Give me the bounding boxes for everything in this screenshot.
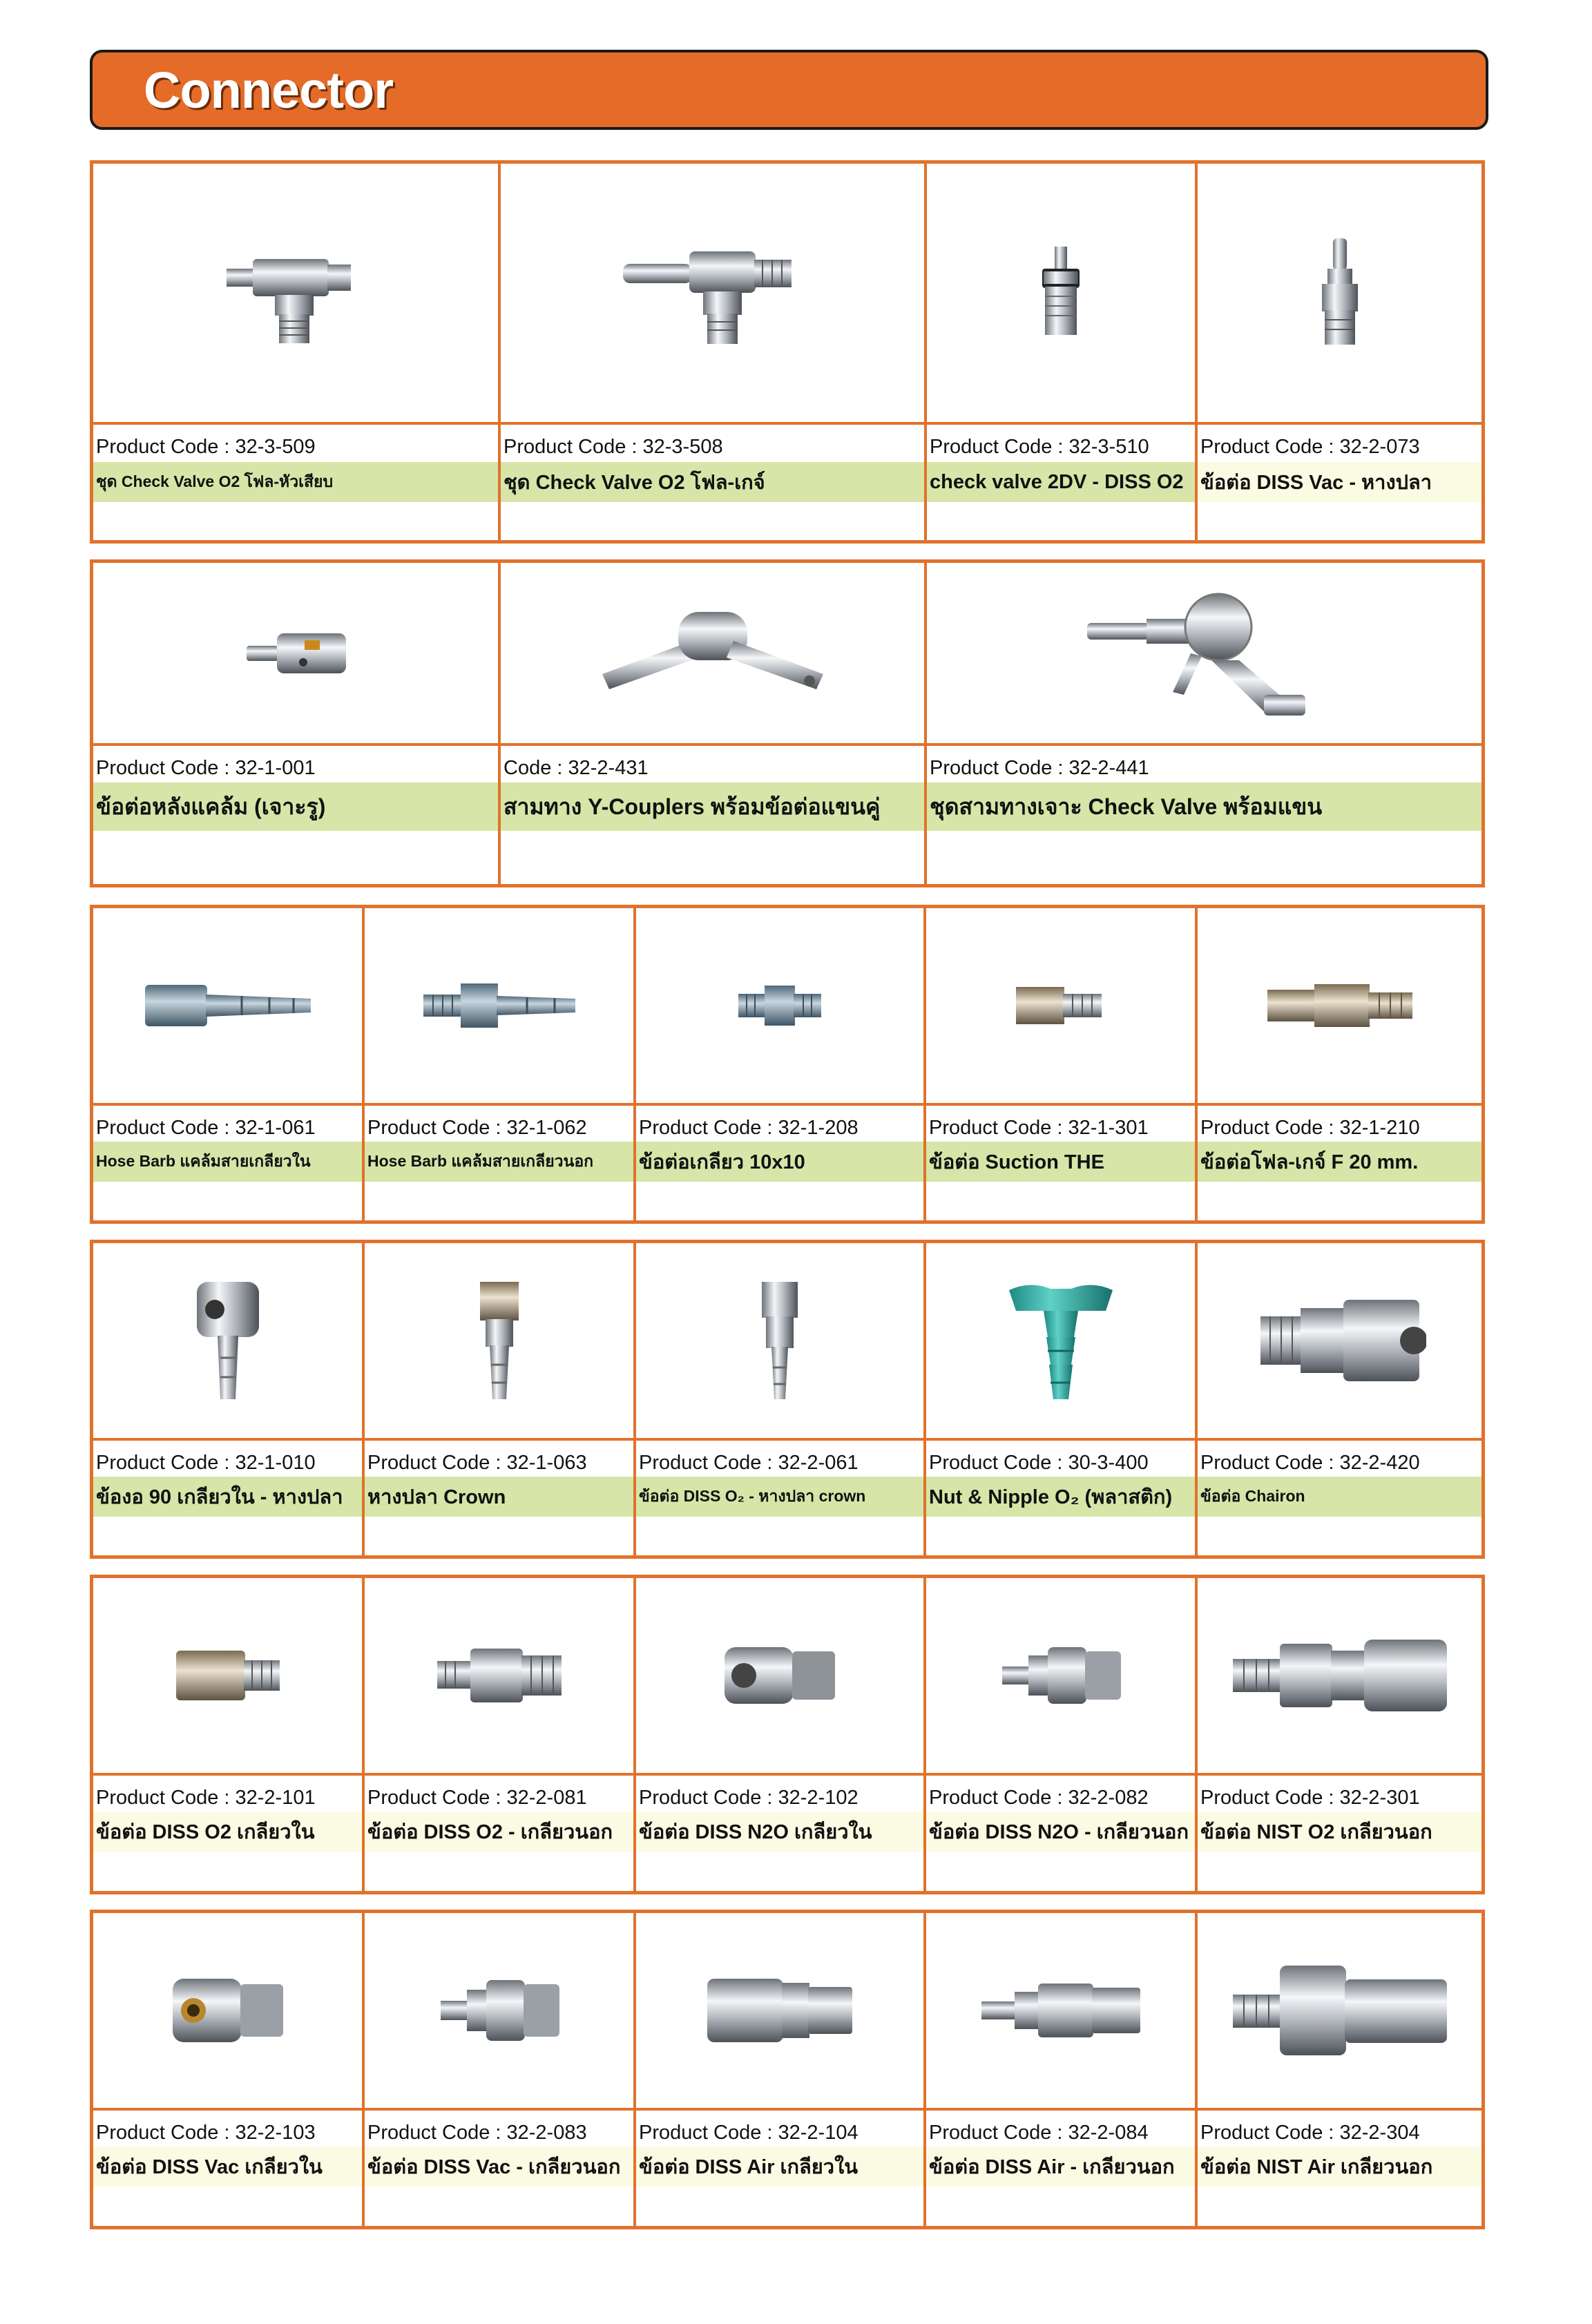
product-name: ข้อต่อ DISS N2O เกลียวใน [636,1812,923,1852]
product-name: ข้อต่อเกลียว 10x10 [636,1142,923,1182]
product-card[interactable] [365,1243,636,1555]
product-image [926,908,1195,1106]
product-code: Product Code : 32-2-441 [930,757,1149,779]
product-image [93,908,362,1106]
clamp-connector-icon [237,622,354,684]
nist-air-icon [1226,1952,1454,2069]
product-card[interactable] [927,563,1481,884]
product-image [501,563,924,746]
diss-crown-icon [752,1275,807,1406]
nist-o2-icon [1226,1627,1454,1724]
diss-n2o-female-icon [718,1638,842,1713]
product-code: Product Code : 32-2-061 [639,1452,859,1474]
product-image [365,908,633,1106]
product-name: ชุดสามทางเจาะ Check Valve พร้อมแขน [927,782,1481,831]
product-name: ข้อต่อ DISS O2 - เกลียวนอก [365,1812,633,1852]
product-name: สามทาง Y-Couplers พร้อมข้อต่อแขนคู่ [501,782,924,831]
product-card[interactable] [1198,908,1481,1220]
crown-barb-icon [472,1275,527,1406]
product-name: ข้อต่อ DISS Vac - หางปลา [1198,462,1481,502]
product-card[interactable] [93,1243,365,1555]
product-row-5 [90,1575,1485,1894]
product-name: ข้อต่อ DISS Air เกลียวใน [636,2147,923,2187]
product-name: ข้อต่อ DISS Vac เกลียวใน [93,2147,362,2187]
diss-nipple-icon [1312,234,1368,352]
diss-air-male-icon [975,1972,1147,2048]
product-code: Product Code : 32-2-103 [96,2122,316,2144]
page-header [90,50,1488,130]
product-card[interactable] [926,1243,1198,1555]
product-image [927,164,1195,425]
product-image [93,164,498,425]
product-card[interactable] [636,1913,926,2226]
hose-barb-male-icon [416,971,582,1040]
product-image [93,563,498,746]
plastic-nut-nipple-icon [1002,1275,1120,1406]
product-image [93,1913,362,2111]
product-image [501,164,924,425]
product-image [927,563,1481,746]
diss-vac-male-icon [434,1969,565,2052]
product-image [365,1913,633,2111]
product-code: Product Code : 32-3-508 [504,436,723,458]
chairon-adapter-icon [1254,1289,1426,1392]
diss-n2o-male-icon [995,1638,1126,1713]
diss-male-icon [430,1638,568,1713]
product-code: Product Code : 32-2-304 [1200,2122,1420,2144]
product-name: ข้อต่อหลังแคล้ม (เจาะรู) [93,782,498,831]
product-code: Product Code : 32-2-101 [96,1787,316,1809]
product-card[interactable] [365,1578,636,1891]
tee-fitting-long-icon [616,231,809,355]
product-image [636,908,923,1106]
product-name: ข้อต่อ DISS N2O - เกลียวนอก [926,1812,1195,1852]
product-image [1198,1913,1481,2111]
product-image [926,1243,1195,1441]
product-code: Product Code : 32-1-301 [929,1117,1149,1139]
product-code: Product Code : 30-3-400 [929,1452,1149,1474]
product-row-4 [90,1240,1485,1559]
product-code: Code : 32-2-431 [504,757,649,779]
hose-barb-icon [138,971,318,1040]
product-card[interactable] [1198,1243,1481,1555]
product-code: Product Code : 32-1-063 [367,1452,587,1474]
product-name: ข้อต่อ DISS O₂ - หางปลา crown [636,1477,923,1517]
product-card[interactable] [93,1578,365,1891]
product-name: ข้อต่อ DISS Vac - เกลียวนอก [365,2147,633,2187]
product-code: Product Code : 32-2-102 [639,1787,859,1809]
product-row-6 [90,1910,1485,2229]
product-card[interactable] [1198,1913,1481,2226]
product-image [926,1578,1195,1776]
flow-gauge-adapter-icon [1260,974,1419,1037]
product-name: ข้อต่อ DISS O2 เกลียวใน [93,1812,362,1852]
product-code: Product Code : 32-2-301 [1200,1787,1420,1809]
product-card[interactable] [1198,164,1481,540]
product-code: Product Code : 32-2-081 [367,1787,587,1809]
product-card[interactable] [927,164,1198,540]
product-code: Product Code : 32-3-510 [930,436,1149,458]
product-image [365,1243,633,1441]
product-name: หางปลา Crown [365,1477,633,1517]
diss-air-female-icon [700,1969,859,2052]
product-row-2 [90,559,1485,887]
product-image [926,1913,1195,2111]
product-name: ข้อต่อโฟล-เกจ์ F 20 mm. [1198,1142,1481,1182]
product-code: Product Code : 32-3-509 [96,436,316,458]
product-code: Product Code : 32-1-061 [96,1117,316,1139]
product-row-1 [90,160,1485,544]
product-card[interactable] [1198,1578,1481,1891]
diss-vac-female-icon [166,1969,290,2052]
product-name: ชุด Check Valve O2 โฟล-หัวเสียบ [93,462,498,502]
product-card[interactable] [365,1913,636,2226]
product-card[interactable] [93,164,501,540]
product-card[interactable] [501,563,927,884]
product-name: ข้องอ 90 เกลียวใน - หางปลา [93,1477,362,1517]
product-code: Product Code : 32-1-062 [367,1117,587,1139]
product-card[interactable] [501,164,927,540]
product-card[interactable] [93,563,501,884]
product-image [93,1243,362,1441]
product-code: Product Code : 32-1-210 [1200,1117,1420,1139]
product-card[interactable] [93,908,365,1220]
page-title: Connector [144,61,393,119]
product-name: ข้อต่อ NIST Air เกลียวนอก [1198,2147,1481,2187]
product-image [636,1913,923,2111]
product-card[interactable] [93,1913,365,2226]
product-row-3 [90,905,1485,1224]
product-code: Product Code : 32-2-073 [1200,436,1420,458]
product-image [1198,1243,1481,1441]
product-card[interactable] [926,1913,1198,2226]
product-image [365,1578,633,1776]
product-name: ข้อต่อ Suction THE [926,1142,1195,1182]
three-way-arm-icon [1080,584,1329,722]
product-code: Product Code : 32-1-208 [639,1117,859,1139]
product-card[interactable] [926,1578,1198,1891]
check-valve-icon [1030,241,1092,345]
product-code: Product Code : 32-1-010 [96,1452,316,1474]
product-card[interactable] [365,908,636,1220]
product-card[interactable] [926,908,1198,1220]
product-image [1198,908,1481,1106]
product-name: ชุด Check Valve O2 โฟล-เกจ์ [501,462,924,502]
elbow-90-icon [190,1275,266,1406]
product-image [636,1578,923,1776]
product-code: Product Code : 32-2-082 [929,1787,1149,1809]
product-card[interactable] [636,1578,926,1891]
product-name: Nut & Nipple O₂ (พลาสติก) [926,1477,1195,1517]
product-name: ข้อต่อ DISS Air - เกลียวนอก [926,2147,1195,2187]
product-image [93,1578,362,1776]
product-image [1198,1578,1481,1776]
product-code: Product Code : 32-1-001 [96,757,316,779]
product-code: Product Code : 32-2-083 [367,2122,587,2144]
product-code: Product Code : 32-2-420 [1200,1452,1420,1474]
product-name: check valve 2DV - DISS O2 [927,462,1195,502]
product-card[interactable] [636,908,926,1220]
product-name: Hose Barb แคล้มสายเกลียวนอก [365,1142,633,1182]
product-name: ข้อต่อ Chairon [1198,1477,1481,1517]
suction-adapter-icon [1009,974,1113,1037]
diss-female-icon [169,1641,287,1710]
product-name: Hose Barb แคล้มสายเกลียวใน [93,1142,362,1182]
product-code: Product Code : 32-2-084 [929,2122,1149,2144]
product-card[interactable] [636,1243,926,1555]
hex-nipple-icon [731,974,828,1037]
product-image [1198,164,1481,425]
product-code: Product Code : 32-2-104 [639,2122,859,2144]
tee-fitting-icon [220,234,372,352]
product-image [636,1243,923,1441]
y-coupler-icon [588,598,837,709]
product-name: ข้อต่อ NIST O2 เกลียวนอก [1198,1812,1481,1852]
